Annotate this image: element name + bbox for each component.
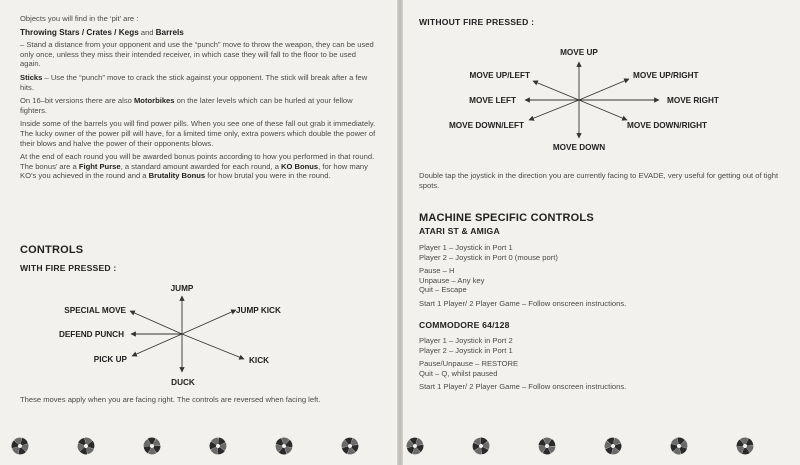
move-label-right: MOVE RIGHT — [667, 96, 719, 105]
fire-pressed-heading: WITH FIRE PRESSED : — [20, 263, 117, 273]
fire-label-up-left: SPECIAL MOVE — [64, 306, 126, 315]
barrels-text: Inside some of the barrels you will find power pills. When you see one of these fall out grab it immediately. The lucky owner of the power pill will have, for a limited time only, extra powers which double the power of their blows and halve the power of their opponents blows. — [20, 119, 376, 148]
fire-label-up: JUMP — [170, 284, 194, 293]
fire-label-up-right: JUMP KICK — [236, 306, 281, 315]
objects-text: – Stand a distance from your opponent and use the “punch” move to throw the weapon, they can be used only once, unless they miss their intended receiver, in which case they will fall to the floor to be used again. — [20, 40, 374, 69]
spiral-ornament-icon — [537, 436, 557, 456]
fire-label-down: DUCK — [171, 378, 195, 387]
fire-label-down-left: PICK UP — [93, 355, 127, 364]
fire-label-left: DEFEND PUNCH — [58, 330, 124, 339]
atari-block — [419, 243, 779, 309]
atari-start: Start 1 Player/ 2 Player Game – Follow onscreen instructions. — [419, 298, 627, 308]
sticks-text: Sticks – Use the “punch” move to crack the stick against your opponent. The stick will break after a few hits. — [20, 72, 368, 92]
no-fire-heading: WITHOUT FIRE PRESSED : — [419, 17, 535, 27]
spiral-ornament-icon — [735, 436, 755, 456]
move-arrow-down-left — [529, 100, 579, 120]
spiral-ornament-icon — [340, 436, 360, 456]
c64-player-1: Player 1 – Joystick in Port 2 — [419, 336, 513, 345]
move-label-up-left: MOVE UP/LEFT — [469, 71, 530, 80]
evade-text: Double tap the joystick in the direction you are currently facing to EVADE, very useful for getting out of tight spots. — [419, 171, 779, 190]
controls-heading: CONTROLS — [20, 244, 84, 256]
facing-note: These moves apply when you are facing right. The controls are reversed when facing left. — [20, 395, 321, 404]
move-label-down-right: MOVE DOWN/RIGHT — [627, 121, 708, 130]
fire-controls-diagram — [0, 278, 397, 398]
c64-heading: COMMODORE 64/128 — [419, 320, 510, 330]
spiral-ornament-icon — [603, 436, 623, 456]
spiral-ornament-icon — [471, 436, 491, 456]
move-label-up: MOVE UP — [560, 48, 598, 57]
arrow-down-right — [182, 334, 244, 359]
arrow-up-right — [182, 310, 236, 334]
c64-start: Start 1 Player/ 2 Player Game – Follow onscreen instructions. — [419, 382, 627, 392]
spiral-ornament-icon — [208, 436, 228, 456]
objects-heading: Throwing Stars / Crates / Kegs and Barrels — [20, 27, 184, 37]
move-arrow-up-left — [533, 81, 579, 100]
arrow-down-left — [132, 334, 182, 356]
move-label-up-right: MOVE UP/RIGHT — [633, 71, 699, 80]
c64-quit: Quit – Q, whilst paused — [419, 368, 498, 378]
move-controls-diagram — [403, 32, 800, 162]
atari-pause: Pause – H — [419, 266, 455, 276]
c64-pause: Pause/Unpause – RESTORE — [419, 359, 519, 369]
move-label-down-left: MOVE DOWN/LEFT — [448, 121, 524, 130]
c64-player-2: Player 2 – Joystick in Port 1 — [419, 345, 513, 355]
move-label-down: MOVE DOWN — [552, 143, 606, 152]
spiral-ornament-icon — [405, 436, 425, 456]
motorbikes-text: On 16–bit versions there are also Motorbikes on the later levels which can be hurled at your fellow fighters. — [20, 96, 353, 115]
arrow-up-left — [130, 311, 182, 334]
atari-quit: Quit – Escape — [419, 285, 467, 295]
spiral-ornament-icon — [669, 436, 689, 456]
bonus-text: At the end of each round you will be awarded bonus points according to how you performed in that round. The bonus’ are a Fight Purse, a standard amount awarded for each round, a KO Bonus, for how many KO’s you achieved in the round and a Brutality Bonus for how brutal you were in the round. — [20, 152, 375, 181]
move-label-left: MOVE LEFT — [469, 96, 516, 105]
atari-heading: ATARI ST & AMIGA — [419, 226, 500, 236]
right-page — [403, 0, 800, 465]
move-arrow-down-right — [579, 100, 627, 120]
left-page — [0, 0, 397, 465]
c64-block — [419, 336, 779, 392]
spiral-ornament-icon — [142, 436, 162, 456]
objects-intro: Objects you will find in the ‘pit’ are : — [20, 14, 139, 23]
fire-label-down-right: KICK — [249, 356, 270, 365]
spiral-ornament-icon — [274, 436, 294, 456]
atari-player-1: Player 1 – Joystick in Port 1 — [419, 243, 513, 252]
machine-heading: MACHINE SPECIFIC CONTROLS — [419, 212, 594, 224]
spiral-ornament-icon — [10, 436, 30, 456]
atari-player-2: Player 2 – Joystick in Port 0 (mouse port) — [419, 252, 558, 262]
atari-unpause: Unpause – Any key — [419, 275, 485, 285]
move-arrow-up-right — [579, 79, 629, 100]
left-text-column — [20, 14, 376, 185]
spiral-ornament-icon — [76, 436, 96, 456]
